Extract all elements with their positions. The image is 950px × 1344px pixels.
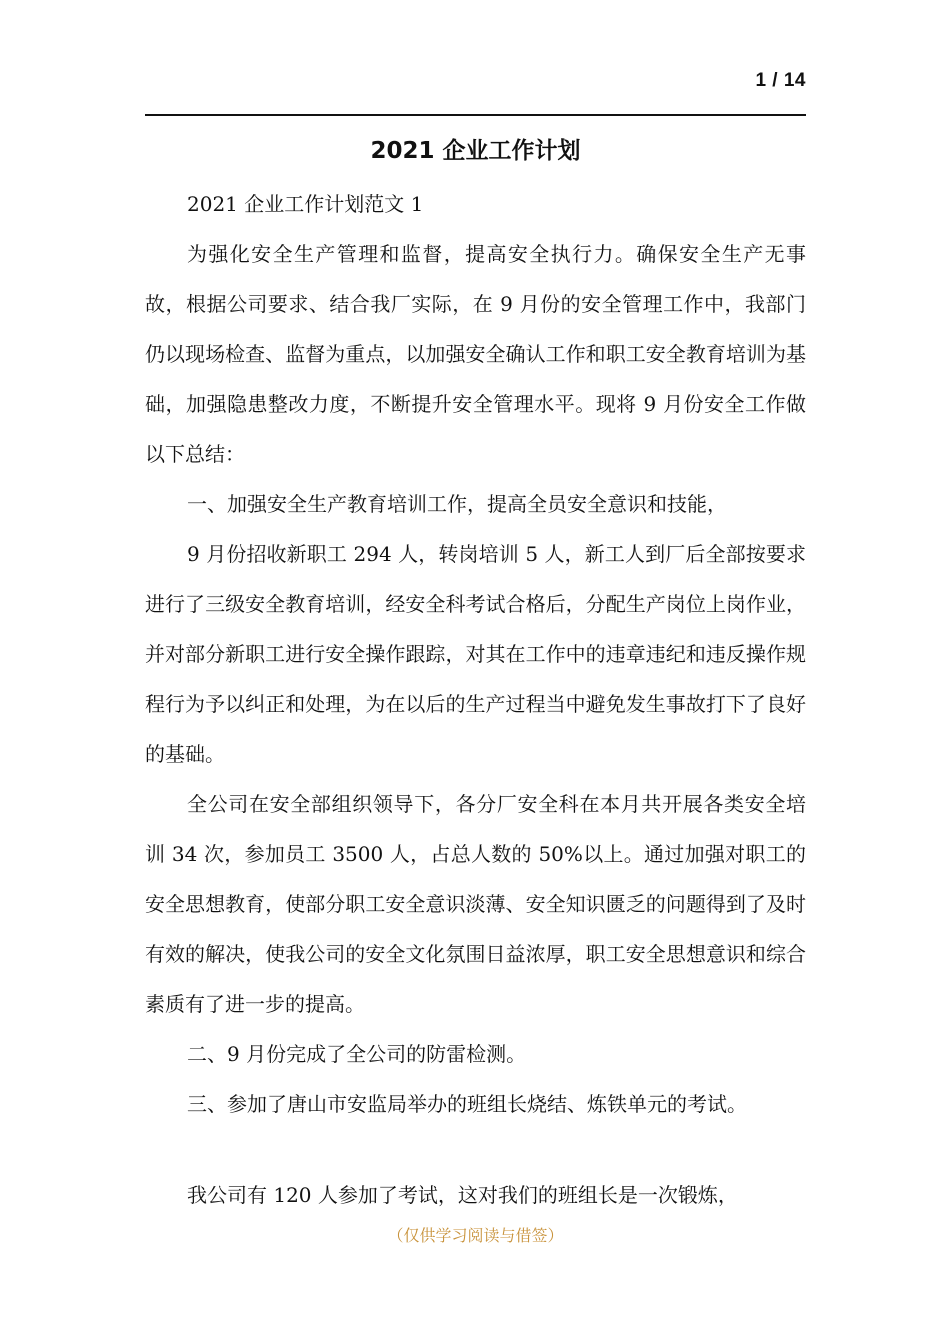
paragraph-company-training: 全公司在安全部组织领导下，各分厂安全科在本月共开展各类安全培训 34 次，参加员工 3500 人，占总人数的 50%以上。通过加强对职工的安全思想教育，使部分职工安全意识淡薄、安全知识匮乏的问题得到了及时有效的解决，使我公司的安全文化氛围日益浓厚，职工安全思想意识和综合素质有了进一步的提高。 (145, 792, 806, 1016)
paragraph-section-3: 三、参加了唐山市安监局举办的班组长烧结、炼铁单元的考试。 (187, 1092, 747, 1116)
paragraph-section-1-heading: 一、加强安全生产教育培训工作，提高全员安全意识和技能， (187, 492, 727, 516)
paragraph-subtitle: 2021 企业工作计划范文 1 (187, 192, 424, 216)
paragraph-new-staff-training: 9 月份招收新职工 294 人，转岗培训 5 人，新工人到厂后全部按要求进行了三级安全教育培训，经安全科考试合格后，分配生产岗位上岗作业，并对部分新职工进行安全操作跟踪，对其在工作中的违章违纪和违反操作规程行为予以纠正和处理，为在以后的生产过程当中避免发生事故打下了良好的基础。 (145, 542, 806, 766)
paragraph-intro: 为强化安全生产管理和监督，提高安全执行力。确保安全生产无事故，根据公司要求、结合我厂实际，在 9 月份的安全管理工作中，我部门仍以现场检查、监督为重点，以加强安全确认工作和职工安全教育培训为基础，加强隐患整改力度，不断提升安全管理水平。现将 9 月份安全工作做以下总结： (145, 242, 806, 466)
page-number: 1 / 14 (755, 70, 806, 91)
document-title: 2021 企业工作计划 (370, 138, 581, 164)
paragraph-exam: 我公司有 120 人参加了考试，这对我们的班组长是一次锻炼， (187, 1183, 738, 1207)
paragraph-section-2: 二、9 月份完成了全公司的防雷检测。 (187, 1042, 527, 1066)
footer-note: （仅供学习阅读与借签） (387, 1226, 564, 1245)
document-body (145, 179, 806, 1220)
paragraph-gap (145, 1129, 806, 1170)
header-rule (145, 114, 806, 116)
